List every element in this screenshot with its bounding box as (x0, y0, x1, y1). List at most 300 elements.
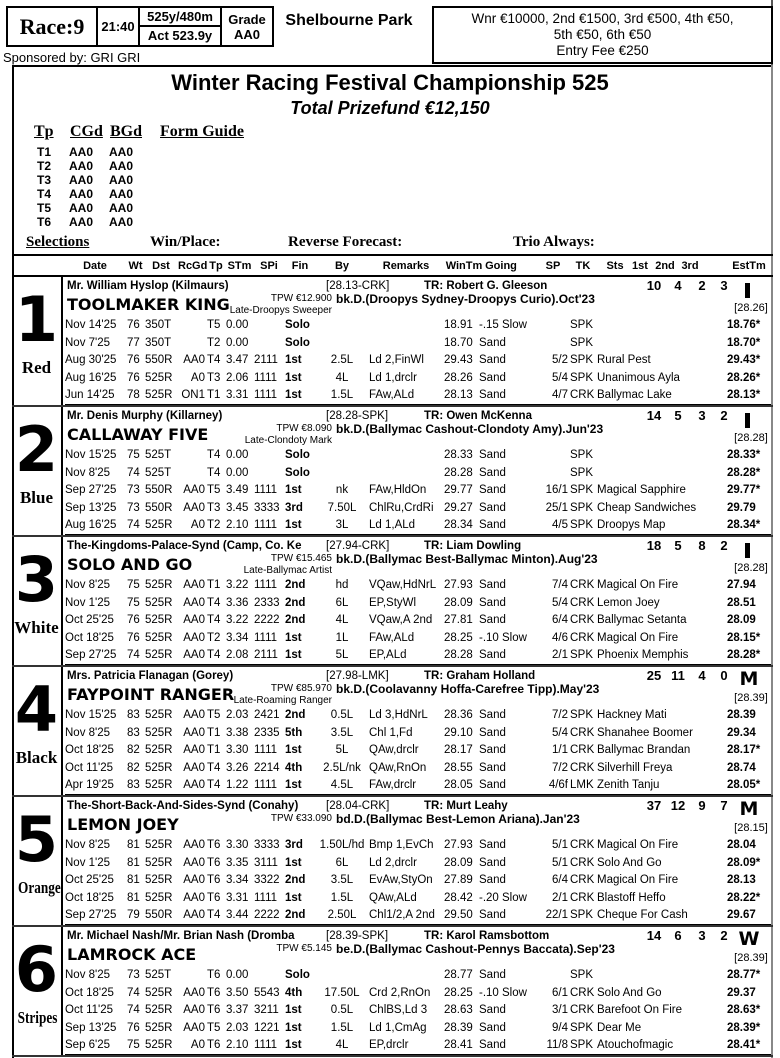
form-distance: 525R (145, 579, 173, 591)
trap-id: T4 (37, 187, 52, 201)
current-grade: AA0 (69, 201, 94, 215)
form-winner: Ballymac Setanta (597, 614, 687, 627)
form-winner: Solo And Go (597, 856, 662, 869)
total-prizefund: Total Prizefund €12,150 (290, 98, 490, 118)
form-win-time: 28.09 (444, 596, 473, 609)
form-weight: 76 (127, 1021, 140, 1034)
grade-mark: M (739, 798, 759, 820)
form-date: Sep 27'25 (65, 649, 117, 662)
form-win-time: 28.09 (444, 856, 473, 869)
trap-number: 5 (14, 803, 59, 876)
form-weight: 81 (127, 839, 140, 851)
form-going: Sand (479, 874, 506, 887)
form-race-grade: AA0 (183, 909, 205, 922)
form-est-time: 28.22* (727, 891, 761, 904)
form-line (65, 967, 771, 985)
trap-cell (12, 667, 63, 795)
trainer-stat: 2 (698, 278, 706, 293)
form-winner: Magical On Fire (597, 631, 679, 644)
form-going: Sand (479, 484, 506, 497)
form-track: CRK (570, 839, 595, 851)
greyhound-name[interactable]: FAYPOINT RANGER (67, 685, 235, 704)
form-remarks: EP,drclr (369, 1039, 409, 1052)
owner-name: Mr. William Hyslop (Kilmaurs) (67, 280, 229, 292)
form-track: SPK (570, 319, 594, 331)
form-distance: 525R (145, 874, 173, 887)
best-time: [27.94-CRK] (326, 540, 390, 552)
trainer-stat: 2 (720, 538, 728, 553)
form-finish: 2nd (285, 614, 306, 627)
form-going: Sand (479, 519, 506, 532)
form-sectional-time: 3.45 (226, 501, 249, 514)
form-est-time: 29.77* (727, 484, 761, 497)
trap-id: T5 (37, 201, 52, 215)
form-race-grade: AA0 (183, 484, 205, 497)
form-winner: Cheap Sandwiches (597, 501, 697, 514)
form-line (65, 500, 771, 518)
form-weight: 83 (127, 726, 140, 739)
form-going: Sand (479, 649, 506, 662)
form-sectional-positions: 2335 (254, 726, 280, 739)
form-race-grade: AA0 (183, 614, 205, 627)
form-beaten-by: 1L (335, 631, 349, 644)
form-sectional-time: 3.44 (226, 909, 249, 922)
form-beaten-by: 17.50L (324, 986, 360, 999)
form-race-grade: AA0 (183, 779, 205, 792)
form-finish: Solo (285, 336, 310, 349)
trainer-stat: 10 (646, 278, 662, 293)
best-grade: AA0 (109, 173, 134, 187)
form-sectional-time: 2.06 (226, 371, 249, 384)
form-finish: 2nd (285, 596, 306, 609)
form-lines (65, 317, 771, 405)
form-sectional-time: 3.31 (226, 389, 249, 402)
total-prize-won: TPW €85.970 (270, 683, 332, 694)
form-sectional-time: 3.26 (226, 761, 249, 774)
form-winner: Lemon Joey (597, 596, 660, 609)
form-remarks: QAw,drclr (369, 744, 419, 757)
column-header: Tp (209, 260, 223, 272)
form-win-time: 28.34 (444, 519, 473, 532)
form-finish: 4th (285, 761, 303, 774)
form-starting-price: 2/1 (552, 891, 568, 904)
form-line (65, 837, 771, 855)
form-winner: Shanahee Boomer (597, 726, 693, 739)
form-date: Sep 13'25 (65, 501, 117, 514)
form-sectional-time: 3.22 (226, 614, 249, 627)
form-remarks: EP,StyWl (369, 596, 417, 609)
form-distance: 525R (145, 519, 173, 532)
form-weight: 75 (127, 1039, 140, 1052)
form-starting-price: 25/1 (545, 501, 568, 514)
breeding-info: be.D.(Ballymac Cashout-Pennys Baccata).Sep'23 (336, 942, 615, 956)
form-starting-price: 7/2 (552, 709, 568, 721)
form-remarks: QAw,ALd (369, 891, 417, 904)
form-beaten-by: 1.5L (330, 1021, 354, 1034)
form-going: Sand (479, 1004, 506, 1017)
form-sectional-positions: 2222 (254, 909, 280, 922)
form-winner: Magical On Fire (597, 839, 679, 851)
form-weight: 76 (127, 319, 140, 331)
grade-mark-bar (745, 413, 750, 428)
form-trap: T4 (207, 614, 221, 627)
form-going: Sand (479, 449, 506, 461)
form-remarks: Chl1/2,A 2nd (369, 909, 435, 922)
form-sectional-time: 0.00 (226, 466, 249, 479)
trap-number: 4 (14, 673, 59, 746)
column-header: 3rd (681, 260, 699, 272)
form-track: SPK (570, 354, 594, 367)
owner-name: Mrs. Patricia Flanagan (Gorey) (67, 670, 234, 682)
form-going: Sand (479, 354, 506, 367)
form-est-time: 29.79 (727, 501, 756, 514)
form-going: Sand (479, 596, 506, 609)
form-winner: Zenith Tanju (597, 779, 660, 792)
runner-card[interactable] (12, 277, 773, 407)
form-sectional-time: 3.38 (226, 726, 249, 739)
form-going: Sand (479, 389, 506, 402)
runner-card[interactable] (12, 407, 773, 537)
form-finish: 1st (285, 519, 302, 532)
form-date: Nov 8'25 (65, 969, 111, 981)
form-distance: 550R (145, 501, 173, 514)
form-trap: T6 (207, 856, 221, 869)
trainer-stat: 18 (646, 538, 662, 553)
trainer-name: TR: Graham Holland (424, 670, 536, 682)
race-time: 21:40 (96, 6, 138, 47)
form-remarks: ChlRu,CrdRi (369, 501, 434, 514)
form-winner: Droopys Map (597, 519, 666, 532)
form-going: Sand (479, 779, 506, 792)
form-winner: Atouchofmagic (597, 1039, 674, 1052)
form-line (65, 317, 771, 335)
form-starting-price: 5/2 (552, 354, 568, 367)
form-distance: 525R (145, 986, 173, 999)
form-date: Aug 16'25 (65, 519, 117, 532)
form-weight: 81 (127, 874, 140, 887)
form-weight: 76 (127, 631, 140, 644)
form-sectional-positions: 2222 (254, 614, 280, 627)
form-sectional-positions: 1111 (254, 779, 278, 792)
form-date: Nov 1'25 (65, 596, 111, 609)
track-name: Shelbourne Park (272, 6, 424, 47)
trap-number: 2 (14, 413, 59, 486)
trap-grade-row (37, 159, 133, 173)
form-race-grade: AA0 (183, 501, 205, 514)
form-est-time: 28.33* (727, 449, 761, 461)
form-sectional-time: 2.03 (226, 709, 249, 721)
column-header: SP (545, 260, 561, 272)
form-date: Aug 30'25 (65, 354, 117, 367)
form-date: Oct 18'25 (65, 631, 114, 644)
form-win-time: 28.13 (444, 389, 473, 402)
best-time: [28.13-CRK] (326, 280, 390, 292)
total-prize-won: TPW €8.090 (276, 423, 332, 434)
grade-mark-bar (745, 543, 750, 558)
breeding-info: bk.D.(Droopys Sydney-Droopys Curio).Oct'23 (336, 292, 595, 306)
form-weight: 74 (127, 649, 140, 662)
form-distance: 525R (145, 709, 173, 721)
form-trap: T6 (207, 1004, 221, 1017)
column-header: Going (485, 260, 517, 272)
trainer-stat: 6 (674, 928, 682, 943)
trainer-stat: 4 (674, 278, 682, 293)
form-sectional-positions: 3111 (254, 856, 278, 869)
form-sectional-time: 2.08 (226, 649, 249, 662)
current-grade: AA0 (69, 145, 94, 159)
column-header: By (334, 260, 350, 272)
form-finish: 1st (285, 484, 302, 497)
form-going: Sand (479, 969, 506, 981)
runner-card[interactable] (12, 537, 773, 667)
form-line (65, 517, 771, 535)
form-win-time: 29.50 (444, 909, 473, 922)
form-beaten-by: 6L (335, 856, 349, 869)
race-distance-box (138, 6, 220, 47)
owner-name: The-Kingdoms-Palace-Synd (Camp, Co. Ke (67, 540, 302, 552)
trap-grade-row (37, 187, 133, 201)
current-grade: AA0 (69, 173, 94, 187)
best-time: [28.39-SPK] (326, 930, 389, 942)
form-weight: 82 (127, 744, 140, 757)
form-win-time: 28.41 (444, 1039, 473, 1052)
total-prize-won: TPW €5.145 (276, 943, 332, 954)
form-winner: Dear Me (597, 1021, 642, 1034)
estimated-time-bracket: [28.39] (734, 692, 768, 704)
form-sectional-time: 3.47 (226, 354, 249, 367)
form-beaten-by: 1.5L (330, 389, 354, 402)
form-guide-header (34, 123, 244, 141)
form-sectional-positions: 2333 (254, 596, 280, 609)
breeding-info: bk.D.(Ballymac Cashout-Clondoty Amy).Jun'23 (336, 422, 604, 436)
form-winner: Barefoot On Fire (597, 1004, 683, 1017)
form-remarks: QAw,RnOn (369, 761, 427, 774)
form-sectional-time: 3.30 (226, 839, 249, 851)
form-win-time: 28.17 (444, 744, 473, 757)
form-beaten-by: 5L (335, 744, 349, 757)
form-beaten-by: 6L (335, 596, 349, 609)
best-time: [28.04-CRK] (326, 800, 390, 812)
trainer-name: TR: Liam Dowling (424, 540, 522, 552)
form-sectional-positions: 1111 (254, 389, 278, 402)
runner-card[interactable] (12, 797, 773, 927)
form-win-time: 28.25 (444, 986, 473, 999)
form-race-grade: AA0 (183, 986, 205, 999)
form-est-time: 28.04 (727, 839, 756, 851)
form-track: SPK (570, 501, 594, 514)
column-header: RcGd (178, 260, 208, 272)
form-weight: 79 (127, 909, 140, 922)
form-starting-price: 5/4 (552, 726, 568, 739)
form-race-grade: AA0 (183, 579, 205, 591)
trap-grades-list (37, 145, 133, 229)
form-win-time: 27.93 (444, 839, 473, 851)
total-prize-won: TPW €12.900 (270, 293, 332, 304)
trainer-stat: 2 (720, 408, 728, 423)
form-trap: T4 (207, 649, 221, 662)
form-weight: 73 (127, 484, 140, 497)
form-sectional-positions: 1111 (254, 744, 278, 757)
form-finish: 2nd (285, 874, 306, 887)
form-track: CRK (570, 389, 595, 402)
sire-note: Late-Droopys Sweeper (229, 305, 332, 316)
form-win-time: 29.77 (444, 484, 473, 497)
form-est-time: 28.17* (727, 744, 761, 757)
form-date: Oct 11'25 (65, 761, 114, 774)
form-date: Jun 14'25 (65, 389, 115, 402)
form-race-grade: AA0 (183, 761, 205, 774)
form-sectional-time: 3.35 (226, 856, 249, 869)
trap-cell (12, 277, 63, 405)
form-date: Sep 13'25 (65, 1021, 117, 1034)
trap-cell (12, 407, 63, 535)
form-remarks: Ld 1,CmAg (369, 1021, 427, 1034)
form-weight: 83 (127, 709, 140, 721)
form-win-time: 28.55 (444, 761, 473, 774)
form-sectional-positions: 2214 (254, 761, 280, 774)
runner-card[interactable] (12, 667, 773, 797)
form-date: Oct 18'25 (65, 891, 114, 904)
form-going: -.10 Slow (479, 631, 527, 644)
form-line (65, 855, 771, 873)
form-track: SPK (570, 969, 594, 981)
form-finish: 1st (285, 649, 302, 662)
form-going: Sand (479, 579, 506, 591)
form-distance: 525R (145, 726, 173, 739)
form-beaten-by: 1.5L (330, 891, 354, 904)
form-finish: 4th (285, 986, 303, 999)
runner-card[interactable] (12, 927, 773, 1057)
prizes-line-1: Wnr €10000, 2nd €1500, 3rd €500, 4th €50, (471, 11, 734, 26)
form-finish: Solo (285, 319, 310, 331)
form-est-time: 28.05* (727, 779, 761, 792)
trap-grade-row (37, 173, 133, 187)
form-going: -.10 Slow (479, 986, 527, 999)
form-est-time: 28.13 (727, 874, 756, 887)
form-track: CRK (570, 891, 595, 904)
form-line (65, 742, 771, 760)
form-line (65, 387, 771, 405)
form-sectional-time: 3.36 (226, 596, 249, 609)
form-winner: Ballymac Lake (597, 389, 672, 402)
best-grade: AA0 (109, 187, 134, 201)
form-beaten-by: nk (335, 484, 349, 497)
entry-fee: Entry Fee €250 (556, 43, 649, 58)
form-date: Nov 8'25 (65, 466, 111, 479)
form-trap: T2 (207, 336, 221, 349)
trainer-stat: 5 (674, 538, 682, 553)
grade-mark: M (739, 668, 759, 690)
form-distance: 350T (145, 319, 172, 331)
current-grade: AA0 (69, 159, 94, 173)
grade-label: Grade (228, 11, 266, 27)
form-est-time: 18.76* (727, 319, 761, 331)
greyhound-name[interactable]: LAMROCK ACE (67, 945, 197, 964)
form-winner: Blastoff Heffo (597, 891, 666, 904)
best-grade: AA0 (109, 215, 134, 229)
form-finish: 1st (285, 779, 302, 792)
form-winner: Rural Pest (597, 354, 651, 367)
form-remarks: Ld 1,ALd (369, 519, 416, 532)
form-starting-price: 5/4 (552, 371, 568, 384)
form-race-grade: A0 (190, 1039, 205, 1052)
form-going: Sand (479, 839, 506, 851)
form-remarks: Ld 1,drclr (369, 371, 417, 384)
form-going: Sand (479, 909, 506, 922)
trap-number: 1 (14, 283, 59, 356)
estimated-time-bracket: [28.26] (734, 302, 768, 314)
form-race-grade: AA0 (183, 856, 205, 869)
form-race-grade: AA0 (183, 596, 205, 609)
form-weight: 78 (127, 389, 140, 402)
form-sectional-positions: 1111 (254, 371, 278, 384)
form-est-time: 28.77* (727, 969, 761, 981)
form-race-grade: A0 (190, 371, 205, 384)
form-finish: Solo (285, 969, 310, 981)
form-beaten-by: 3.5L (330, 726, 354, 739)
form-beaten-by: 4.5L (330, 779, 354, 792)
form-win-time: 18.70 (444, 336, 473, 349)
form-distance: 525R (145, 779, 173, 792)
column-header: Wt (128, 260, 143, 272)
form-win-time: 27.89 (444, 874, 473, 887)
form-est-time: 28.13* (727, 389, 761, 402)
form-trap: T6 (207, 969, 221, 981)
form-remarks: Ld 2,drclr (369, 856, 417, 869)
form-distance: 525R (145, 839, 173, 851)
trainer-stat: 7 (720, 798, 728, 813)
form-distance: 525R (145, 744, 173, 757)
race-actual-distance: Act 523.9y (147, 27, 213, 43)
form-winner: Magical On Fire (597, 579, 679, 591)
form-date: Nov 15'25 (65, 449, 117, 461)
trap-cell (12, 537, 63, 665)
greyhound-name[interactable]: SOLO AND GO (67, 555, 193, 574)
form-finish: Solo (285, 449, 310, 461)
race-grade: AA0 (233, 26, 260, 42)
form-winner: Magical On Fire (597, 874, 679, 887)
greyhound-name[interactable]: TOOLMAKER KING (67, 295, 230, 314)
form-track: SPK (570, 709, 594, 721)
form-going: Sand (479, 1039, 506, 1052)
form-starting-price: 6/4 (552, 614, 568, 627)
form-line (65, 465, 771, 483)
form-finish: 1st (285, 354, 302, 367)
greyhound-name[interactable]: CALLAWAY FIVE (67, 425, 209, 444)
column-header: TK (575, 260, 591, 272)
form-line (65, 335, 771, 353)
form-race-grade: AA0 (183, 649, 205, 662)
greyhound-name[interactable]: LEMON JOEY (67, 815, 179, 834)
form-winner: Solo And Go (597, 986, 662, 999)
form-win-time: 29.43 (444, 354, 473, 367)
form-track: SPK (570, 371, 594, 384)
race-distance: 525y/480m (140, 8, 220, 27)
trainer-name: TR: Robert G. Gleeson (424, 280, 548, 292)
form-winner: Silverhill Freya (597, 761, 673, 774)
trap-id: T1 (37, 145, 52, 159)
form-remarks: Crd 2,RnOn (369, 986, 431, 999)
form-track: CRK (570, 614, 595, 627)
form-race-grade: AA0 (183, 726, 205, 739)
form-trap: T2 (207, 631, 221, 644)
form-weight: 75 (127, 579, 140, 591)
form-race-grade: A0 (190, 519, 205, 532)
form-sectional-time: 3.30 (226, 744, 249, 757)
race-number: Race:9 (19, 13, 85, 39)
form-track: SPK (570, 466, 594, 479)
form-finish: 3rd (285, 839, 303, 851)
